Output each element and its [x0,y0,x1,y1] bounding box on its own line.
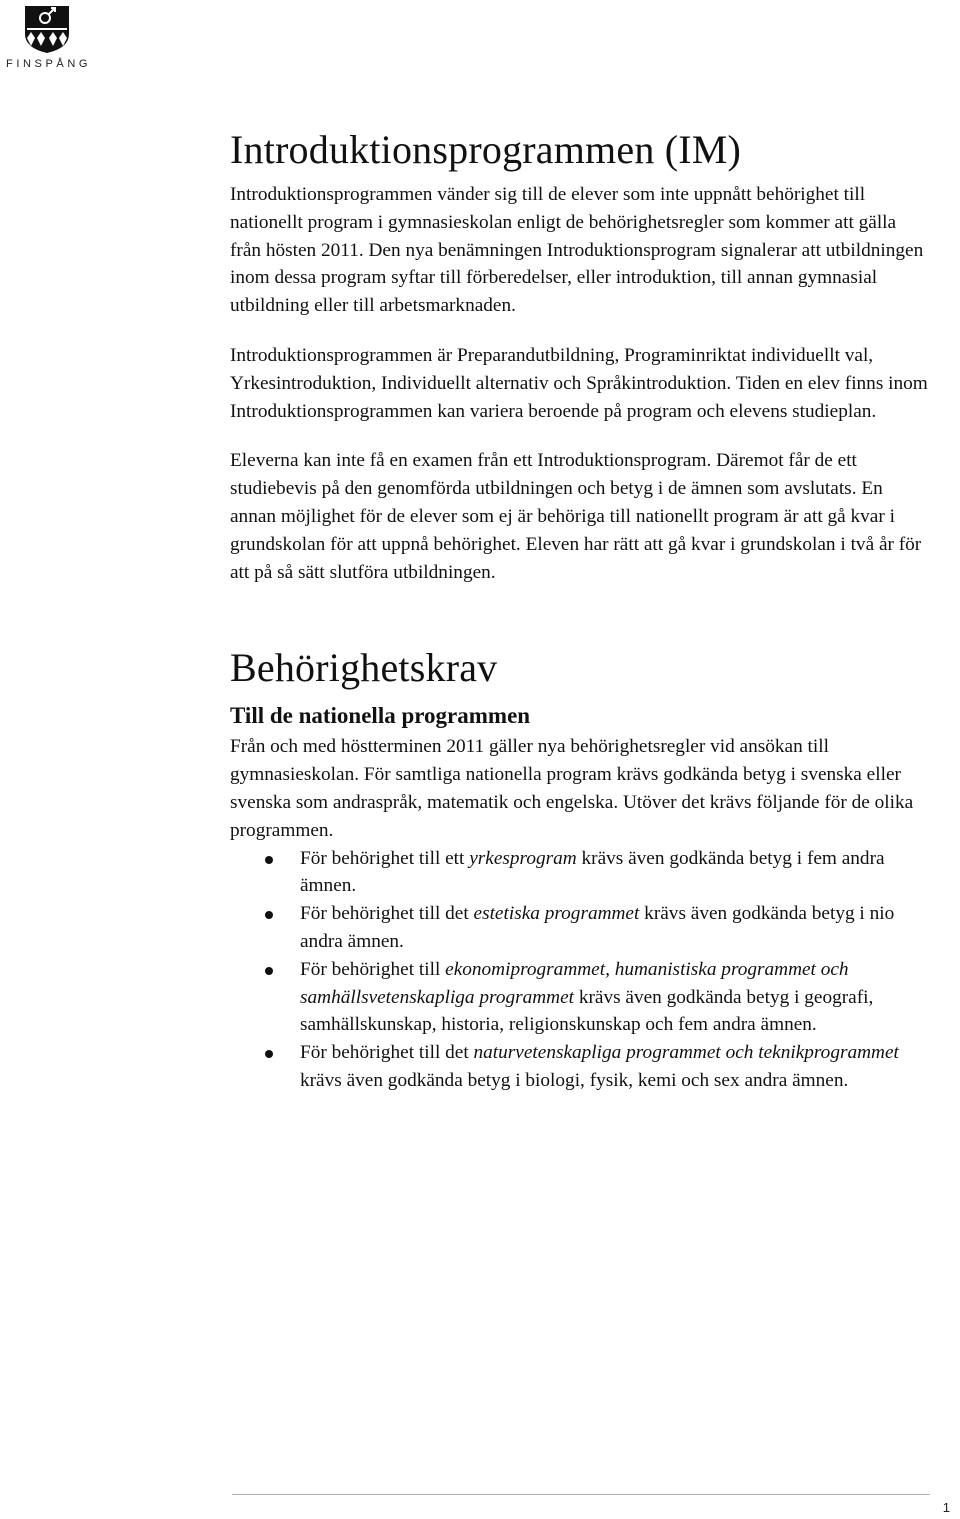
section-title-im: Introduktionsprogrammen (IM) [230,127,742,172]
list-item: För behörighet till det naturvetenskapliga programmet och teknikprogrammet krävs även godkända betyg i biologi, fysik, kemi och sex andra ämnen. [230,1039,930,1095]
section-title-behorighetskrav: Behörighetskrav [230,645,498,691]
list-item: För behörighet till det estetiska programmet krävs även godkända betyg i nio andra ämnen. [230,900,930,956]
coat-of-arms-icon [23,4,71,54]
paragraph-examen: Eleverna kan inte få en examen från ett Introduktionsprogram. Däremot får de ett studiebevis på den genomförda utbildningen och betyg i de ämnen som avslutats. En annan möjlighet för de elever som ej är behöriga till nationellt program är att gå kvar i grundskolan för att uppnå behörighet. Eleven har rätt att gå kvar i grundskolan i två år för att på så sätt slutföra utbildningen. [230,450,922,583]
document-body [230,126,930,1095]
paragraph-intro: Introduktionsprogrammen vänder sig till de elever som inte uppnått behörighet till nationellt program i gymnasieskolan enligt de behörighetsregler som kommer att gälla från hösten 2011. Den nya benämningen Introduktionsprogram signalerar att utbildningen inom dessa program syftar till förberedelser, eller introduktion, till annan gymnasial utbildning eller till arbetsmarknaden. [230,184,924,317]
requirements-list [230,845,930,1095]
list-item: För behörighet till ekonomiprogrammet, humanistiska programmet och samhällsvetenskapliga programmet krävs även godkända betyg i geografi, samhällskunskap, historia, religionskunskap och fem andra ämnen. [230,956,930,1039]
subsection-title: Till de nationella programmen [230,703,531,729]
paragraph-program-list: Introduktionsprogrammen är Preparandutbildning, Programinriktat individuellt val, Yrkesintroduktion, Individuellt alternativ och Språkintroduktion. Tiden en elev finns inom Introduktionsprogrammen kan variera beroende på program och elevens studieplan. [230,344,928,422]
list-item: För behörighet till ett yrkesprogram krävs även godkända betyg i fem andra ämnen. [230,845,930,901]
paragraph-behorighet-intro: Från och med höstterminen 2011 gäller nya behörighetsregler vid ansökan till gymnasieskolan. För samtliga nationella program krävs godkända betyg i svenska eller svenska som andraspråk, matematik och engelska. Utöver det krävs följande för de olika programmen. [230,736,914,841]
finspang-logo [6,4,92,70]
page-number: 1 [942,1500,950,1515]
logo-wordmark: FINSPÅNG [6,58,92,70]
footer-divider [232,1494,930,1495]
